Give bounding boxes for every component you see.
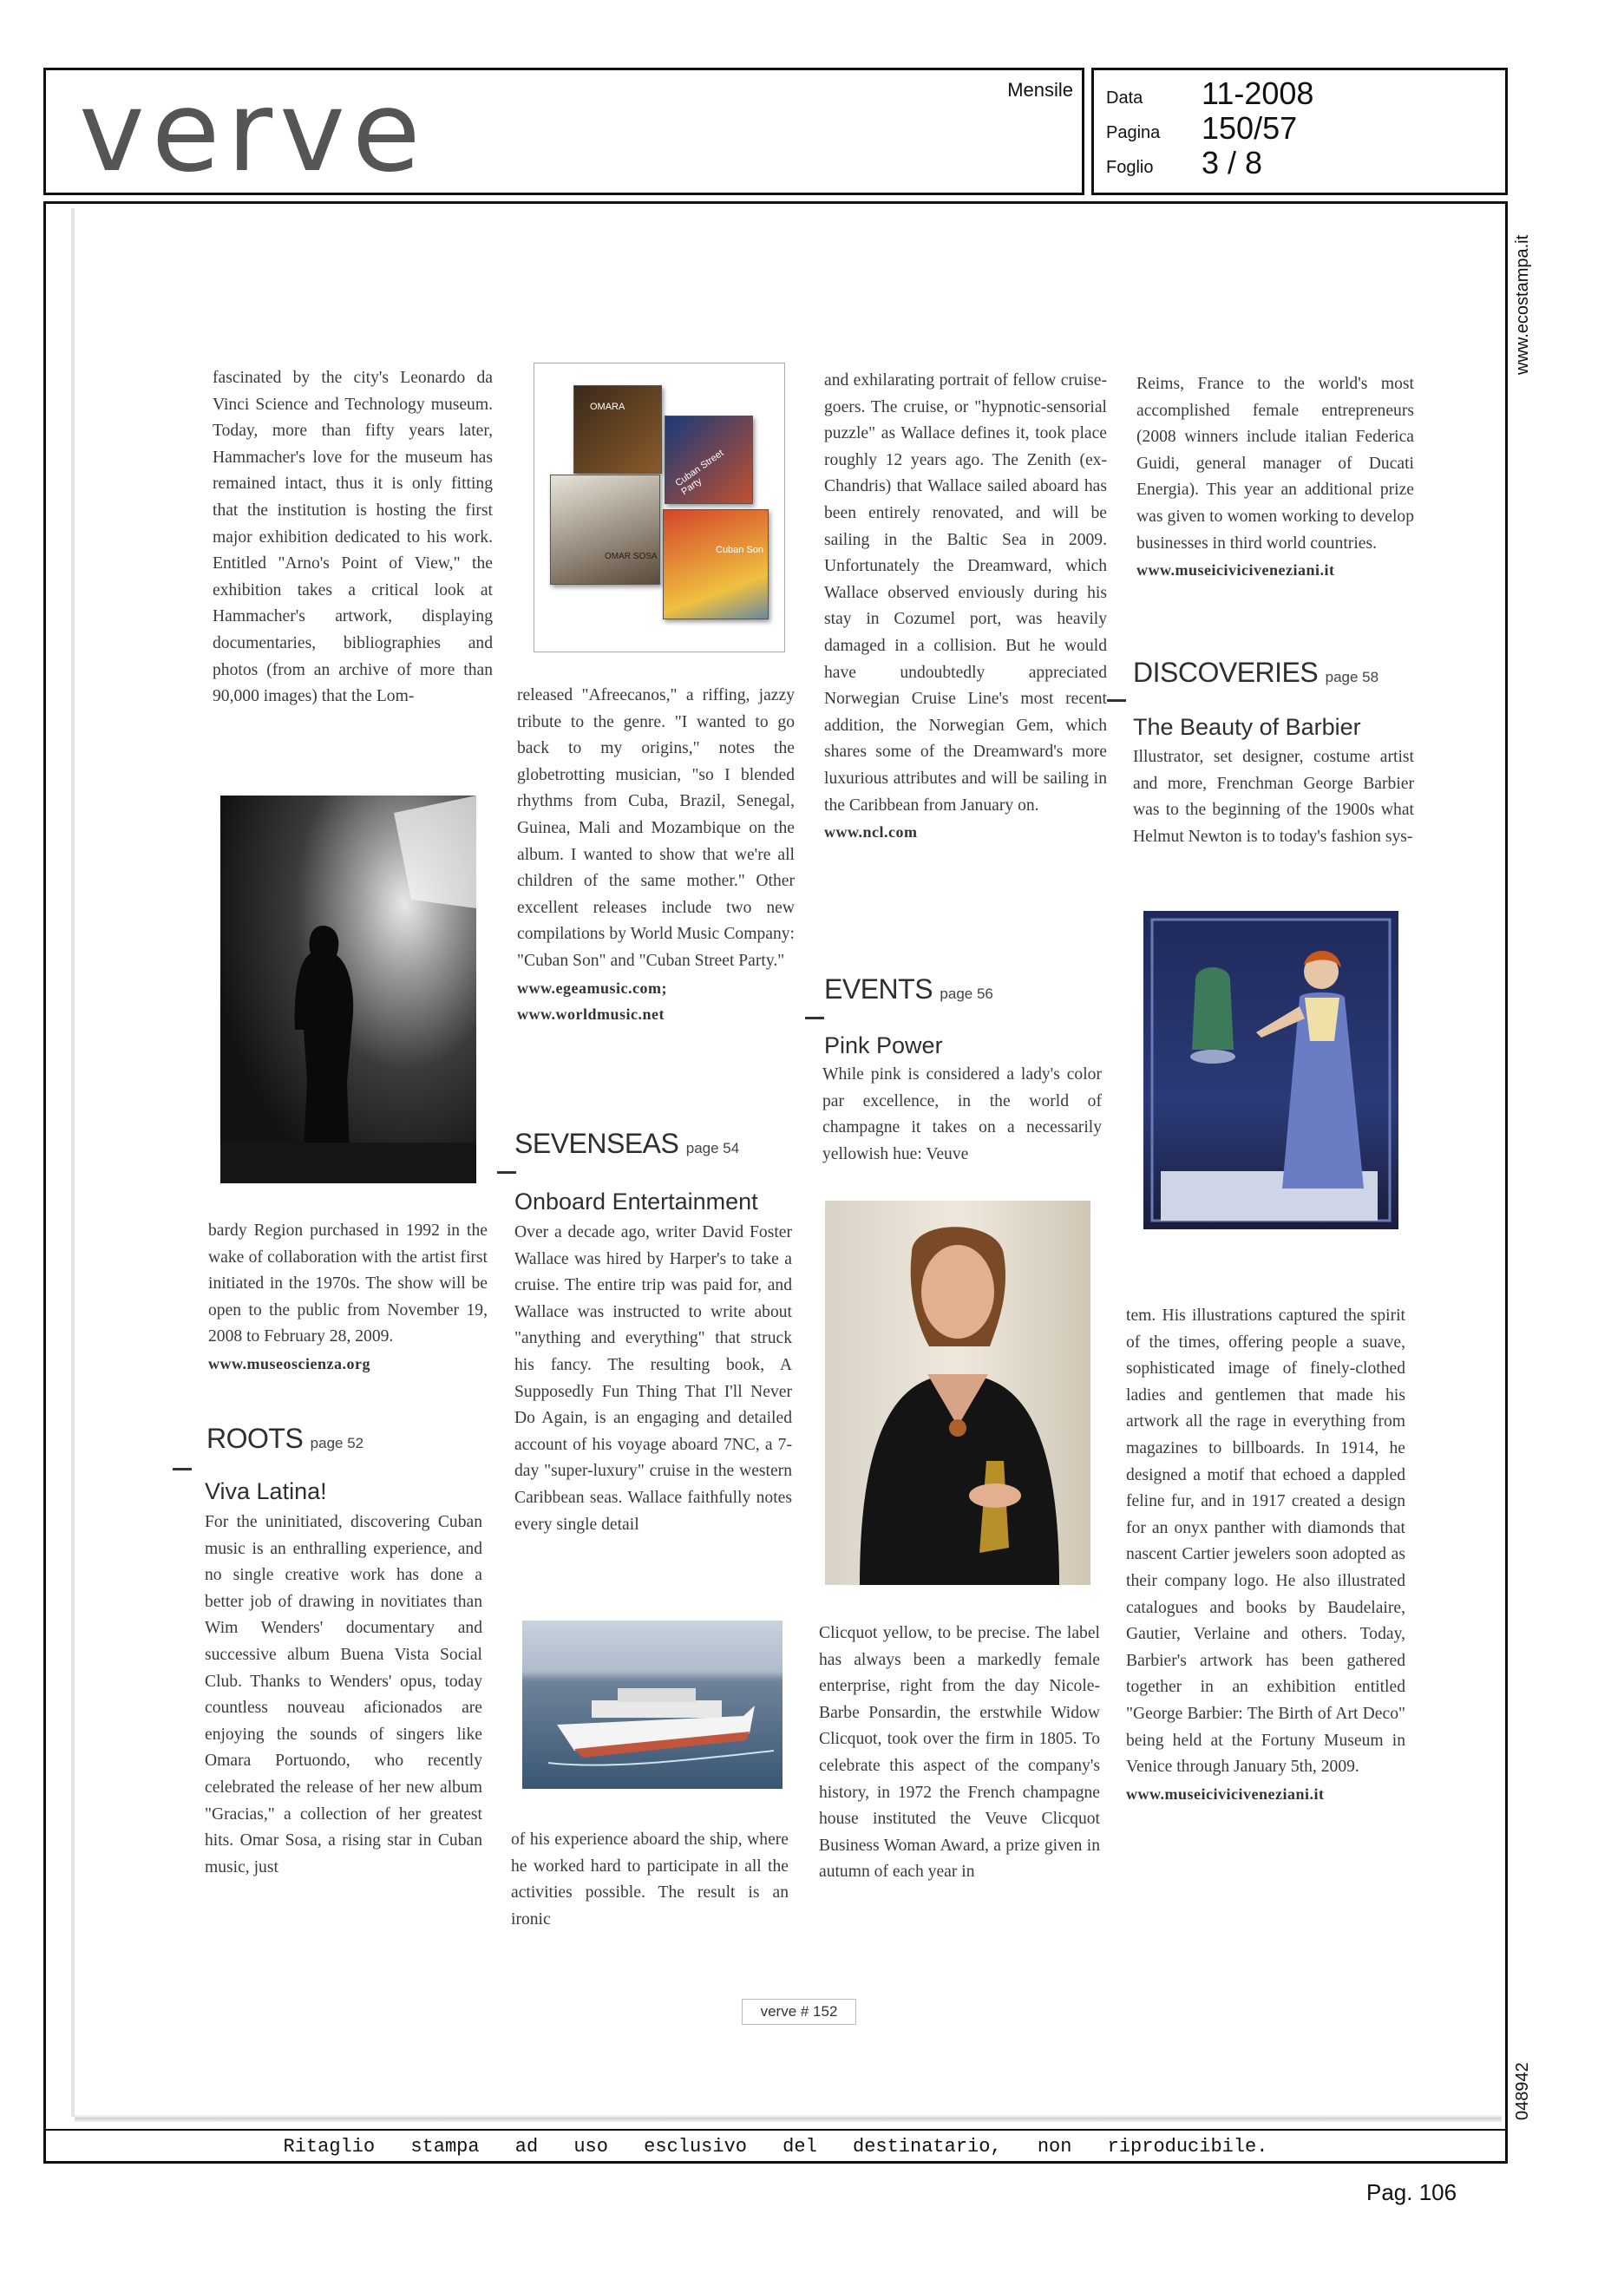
section-heading-events bbox=[824, 973, 993, 1005]
col2-paragraph: released "Afreecanos," a riffing, jazzy tribute to the genre. "I wanted to go back to my origins," notes the globetrotting musician, "so I blended rhythms from Cuba, Brazil, Senegal, Guinea, Mali and Mozambique on the album. I wanted to show that we're all children of the same mother." Other excellent releases include two new compilations by World Music Company: "Cuban Son" and "Cuban Street Party." bbox=[517, 686, 795, 970]
col2-paragraph-2: Over a decade ago, writer David Foster Wallace was hired by Harper's to take a cruise. The entire trip was paid for, and Wallace was instructed to write about "anything and everything" that struck his fancy. The resulting book, A Supposedly Fun Thing That I'll Never Do Again, is an engaging and detailed account of his voyage aboard 7NC, a 7-day "super-luxury" cruise in the western Caribbean seas. Wallace faithfully notes every single detail bbox=[514, 1223, 792, 1534]
col4-text-bottom bbox=[1126, 1303, 1405, 1807]
col4-paragraph-3: tem. His illustrations captured the spirit of the times, offering people a suave, sophisticated image of finely-clothed ladies and gentlemen that made his artwork all the rage in everything from magazines to billboards. In 1914, he designed a motif that echoed a dappled feline fur, and in 1917 created a design for an onyx panther with diamonds that nascent Cartier jewelers soon adopted as their company logo. He also illustrated catalogues and books by Baudelaire, Gautier, Verlaine and others. Today, Barbier's artwork has been gathered together in an exhibition entitled "George Barbier: The Birth of Art Deco" being held at the Fortuny Museum in Venice through January 5th, 2009. bbox=[1126, 1306, 1405, 1777]
section-page: page 56 bbox=[940, 986, 993, 1002]
woman-portrait-icon bbox=[825, 1201, 1090, 1585]
silhouette-figure-icon bbox=[220, 796, 476, 1183]
magazine-logo: verve bbox=[79, 68, 428, 197]
section-dash bbox=[1107, 699, 1126, 702]
section-title: SEVENSEAS bbox=[514, 1128, 679, 1159]
subhead-pink-power: Pink Power bbox=[824, 1032, 943, 1058]
section-dash bbox=[173, 1468, 192, 1470]
col3-text-mid bbox=[822, 1062, 1102, 1168]
data-value: 11-2008 bbox=[1202, 75, 1314, 111]
col1-url[interactable]: www.museoscienza.org bbox=[208, 1354, 370, 1372]
section-heading-sevenseas bbox=[514, 1128, 739, 1160]
clipping-notice: Ritaglio stampa ad uso esclusivo del destinatario, non riproducibile. bbox=[43, 2129, 1508, 2164]
col3-paragraph-3: Clicquot yellow, to be precise. The label has always been a markedly female enterprise, right from the day Nicole-Barbe Ponsardin, the erstwhile Widow Clicquot, took over the firm in 1805. To celebrate this aspect of the company's history, in 1972 the French champagne house instituted the Veuve Clicquot Business Woman Award, a prize given in autumn of each year in bbox=[819, 1624, 1100, 1882]
publication-meta-box bbox=[1091, 68, 1508, 195]
businesswoman-photo bbox=[825, 1201, 1090, 1585]
col2-text-mid bbox=[514, 1220, 792, 1538]
col2-text-top bbox=[517, 683, 795, 1028]
cruise-ship-icon bbox=[522, 1621, 783, 1789]
col4-url[interactable]: www.museiciviciveneziani.it bbox=[1136, 561, 1335, 580]
col1-paragraph-3: For the uninitiated, discovering Cuban music is an enthralling experience, and no single creative work has done a better job of drawing in novitiates than Wim Wenders' documentary and successive album Buena Vista Social Club. Thanks to Wenders' opus, today countless nouveau aficionados are enjoying the sounds of singers like Omara Portuondo, who recently celebrated the release of her new album "Gracias," a collection of her greatest hits. Omar Sosa, a rising star in Cuban music, just bbox=[205, 1513, 482, 1876]
foglio-value: 3 / 8 bbox=[1202, 145, 1263, 180]
magazine-page-footer: verve # 152 bbox=[742, 1999, 856, 2025]
section-title: ROOTS bbox=[206, 1423, 304, 1454]
section-heading-roots bbox=[206, 1423, 363, 1455]
col3-paragraph-2: While pink is considered a lady's color par excellence, in the world of champagne it takes on a necessarily yellowish hue: Veuve bbox=[822, 1065, 1102, 1163]
col1-paragraph-2: bardy Region purchased in 1992 in the wake of collaboration with the artist first initiated in the 1970s. The show will be open to the public from November 19, 2008 to February 28, 2009. bbox=[208, 1221, 488, 1346]
ecostampa-website: www.ecostampa.it bbox=[1513, 234, 1532, 375]
barbier-illustration bbox=[1143, 911, 1398, 1229]
subhead-onboard: Onboard Entertainment bbox=[514, 1189, 758, 1215]
clipping-code: 048942 bbox=[1513, 2062, 1532, 2120]
col4-url-2[interactable]: www.museiciviciveneziani.it bbox=[1126, 1785, 1325, 1803]
section-title: DISCOVERIES bbox=[1133, 657, 1319, 688]
cd-cover-omara: OMARA bbox=[573, 385, 662, 474]
art-deco-lady-icon bbox=[1143, 911, 1398, 1229]
col4-text-mid bbox=[1133, 744, 1414, 850]
col4-paragraph: Reims, France to the world's most accomplished female entrepreneurs (2008 winners include italian Federica Guidi, general manager of Ducati Energia). This year an additional prize was given to women working to develop businesses in third world countries. bbox=[1136, 375, 1414, 553]
frequency-label: Mensile bbox=[1007, 79, 1073, 101]
col2-text-bottom bbox=[511, 1827, 789, 1933]
pagina-label: Pagina bbox=[1106, 123, 1161, 142]
col1-paragraph: fascinated by the city's Leonardo da Vinci Science and Technology museum. Today, more than fifty years later, Hammacher's love for the museum has remained intact, thus it is only fitting that the institution is hosting the first major exhibition dedicated to his work. Entitled "Arno's Point of View," the exhibition takes a critical look at Hammacher's artwork, displaying documentaries, bibliographies and photos (from an archive of more than 90,000 images) that the Lom- bbox=[213, 369, 493, 706]
cd-cover-cuban-son: Cuban Son bbox=[663, 509, 769, 619]
section-dash bbox=[497, 1171, 516, 1174]
cd-cover-street-party: Cuban Street Party bbox=[665, 416, 753, 504]
col4-text-top bbox=[1136, 371, 1414, 584]
col2-paragraph-3: of his experience aboard the ship, where he worked hard to participate in all the activities possible. The result is an ironic bbox=[511, 1830, 789, 1929]
col4-paragraph-2: Illustrator, set designer, costume artist and more, Frenchman George Barbier was to the beginning of the 1900s what Helmut Newton is to today's fashion sys- bbox=[1133, 748, 1414, 846]
exhibition-photo bbox=[220, 796, 476, 1183]
section-page: page 54 bbox=[685, 1140, 740, 1156]
col3-url[interactable]: www.ncl.com bbox=[824, 823, 918, 842]
subhead-viva-latina: Viva Latina! bbox=[205, 1478, 327, 1504]
col3-paragraph: and exhilarating portrait of fellow cruise-goers. The cruise, or "hypnotic-sensorial puzzle" as Wallace defines it, took place roughly 12 years ago. The Zenith (ex-Chandris) that Wallace sailed aboard has been entirely renovated, and will be sailing in the Baltic Sea in 2009. Unfortunately the Dreamward, which Wallace observed enviously during his stay in Cozumel port, was heavily damaged in a collision. But he would have undoubtedly appreciated Norwegian Cruise Line's most recent addition, the Norwegian Gem, which shares some of the Dreamward's more luxurious attributes and will be sailing in the Caribbean from January on. bbox=[824, 371, 1107, 815]
col1-text-mid bbox=[208, 1218, 488, 1378]
col1-text-top bbox=[213, 365, 493, 711]
scan-bottom-edge bbox=[75, 2115, 1502, 2122]
scan-edge-line bbox=[71, 208, 75, 2117]
col3-text-bottom bbox=[819, 1621, 1100, 1886]
cruise-ship-photo bbox=[522, 1621, 783, 1789]
cd-covers-image bbox=[534, 363, 785, 652]
col2-url-2[interactable]: www.worldmusic.net bbox=[517, 1005, 665, 1024]
col1-text-bottom bbox=[205, 1510, 482, 1881]
col2-url-1[interactable]: www.egeamusic.com; bbox=[517, 979, 667, 997]
page-number: Pag. 106 bbox=[1366, 2179, 1457, 2205]
section-title: EVENTS bbox=[824, 973, 933, 1005]
foglio-label: Foglio bbox=[1106, 158, 1154, 177]
data-label: Data bbox=[1106, 88, 1143, 108]
section-page: page 52 bbox=[310, 1435, 364, 1451]
pagina-value: 150/57 bbox=[1202, 110, 1298, 146]
section-dash bbox=[805, 1017, 824, 1019]
col3-text-top bbox=[824, 368, 1107, 846]
section-page: page 58 bbox=[1325, 669, 1379, 685]
subhead-barbier: The Beauty of Barbier bbox=[1133, 714, 1361, 740]
cd-cover-omar-sosa: OMAR SOSA bbox=[550, 475, 660, 585]
section-heading-discoveries bbox=[1133, 657, 1378, 689]
masthead-box bbox=[43, 68, 1084, 195]
